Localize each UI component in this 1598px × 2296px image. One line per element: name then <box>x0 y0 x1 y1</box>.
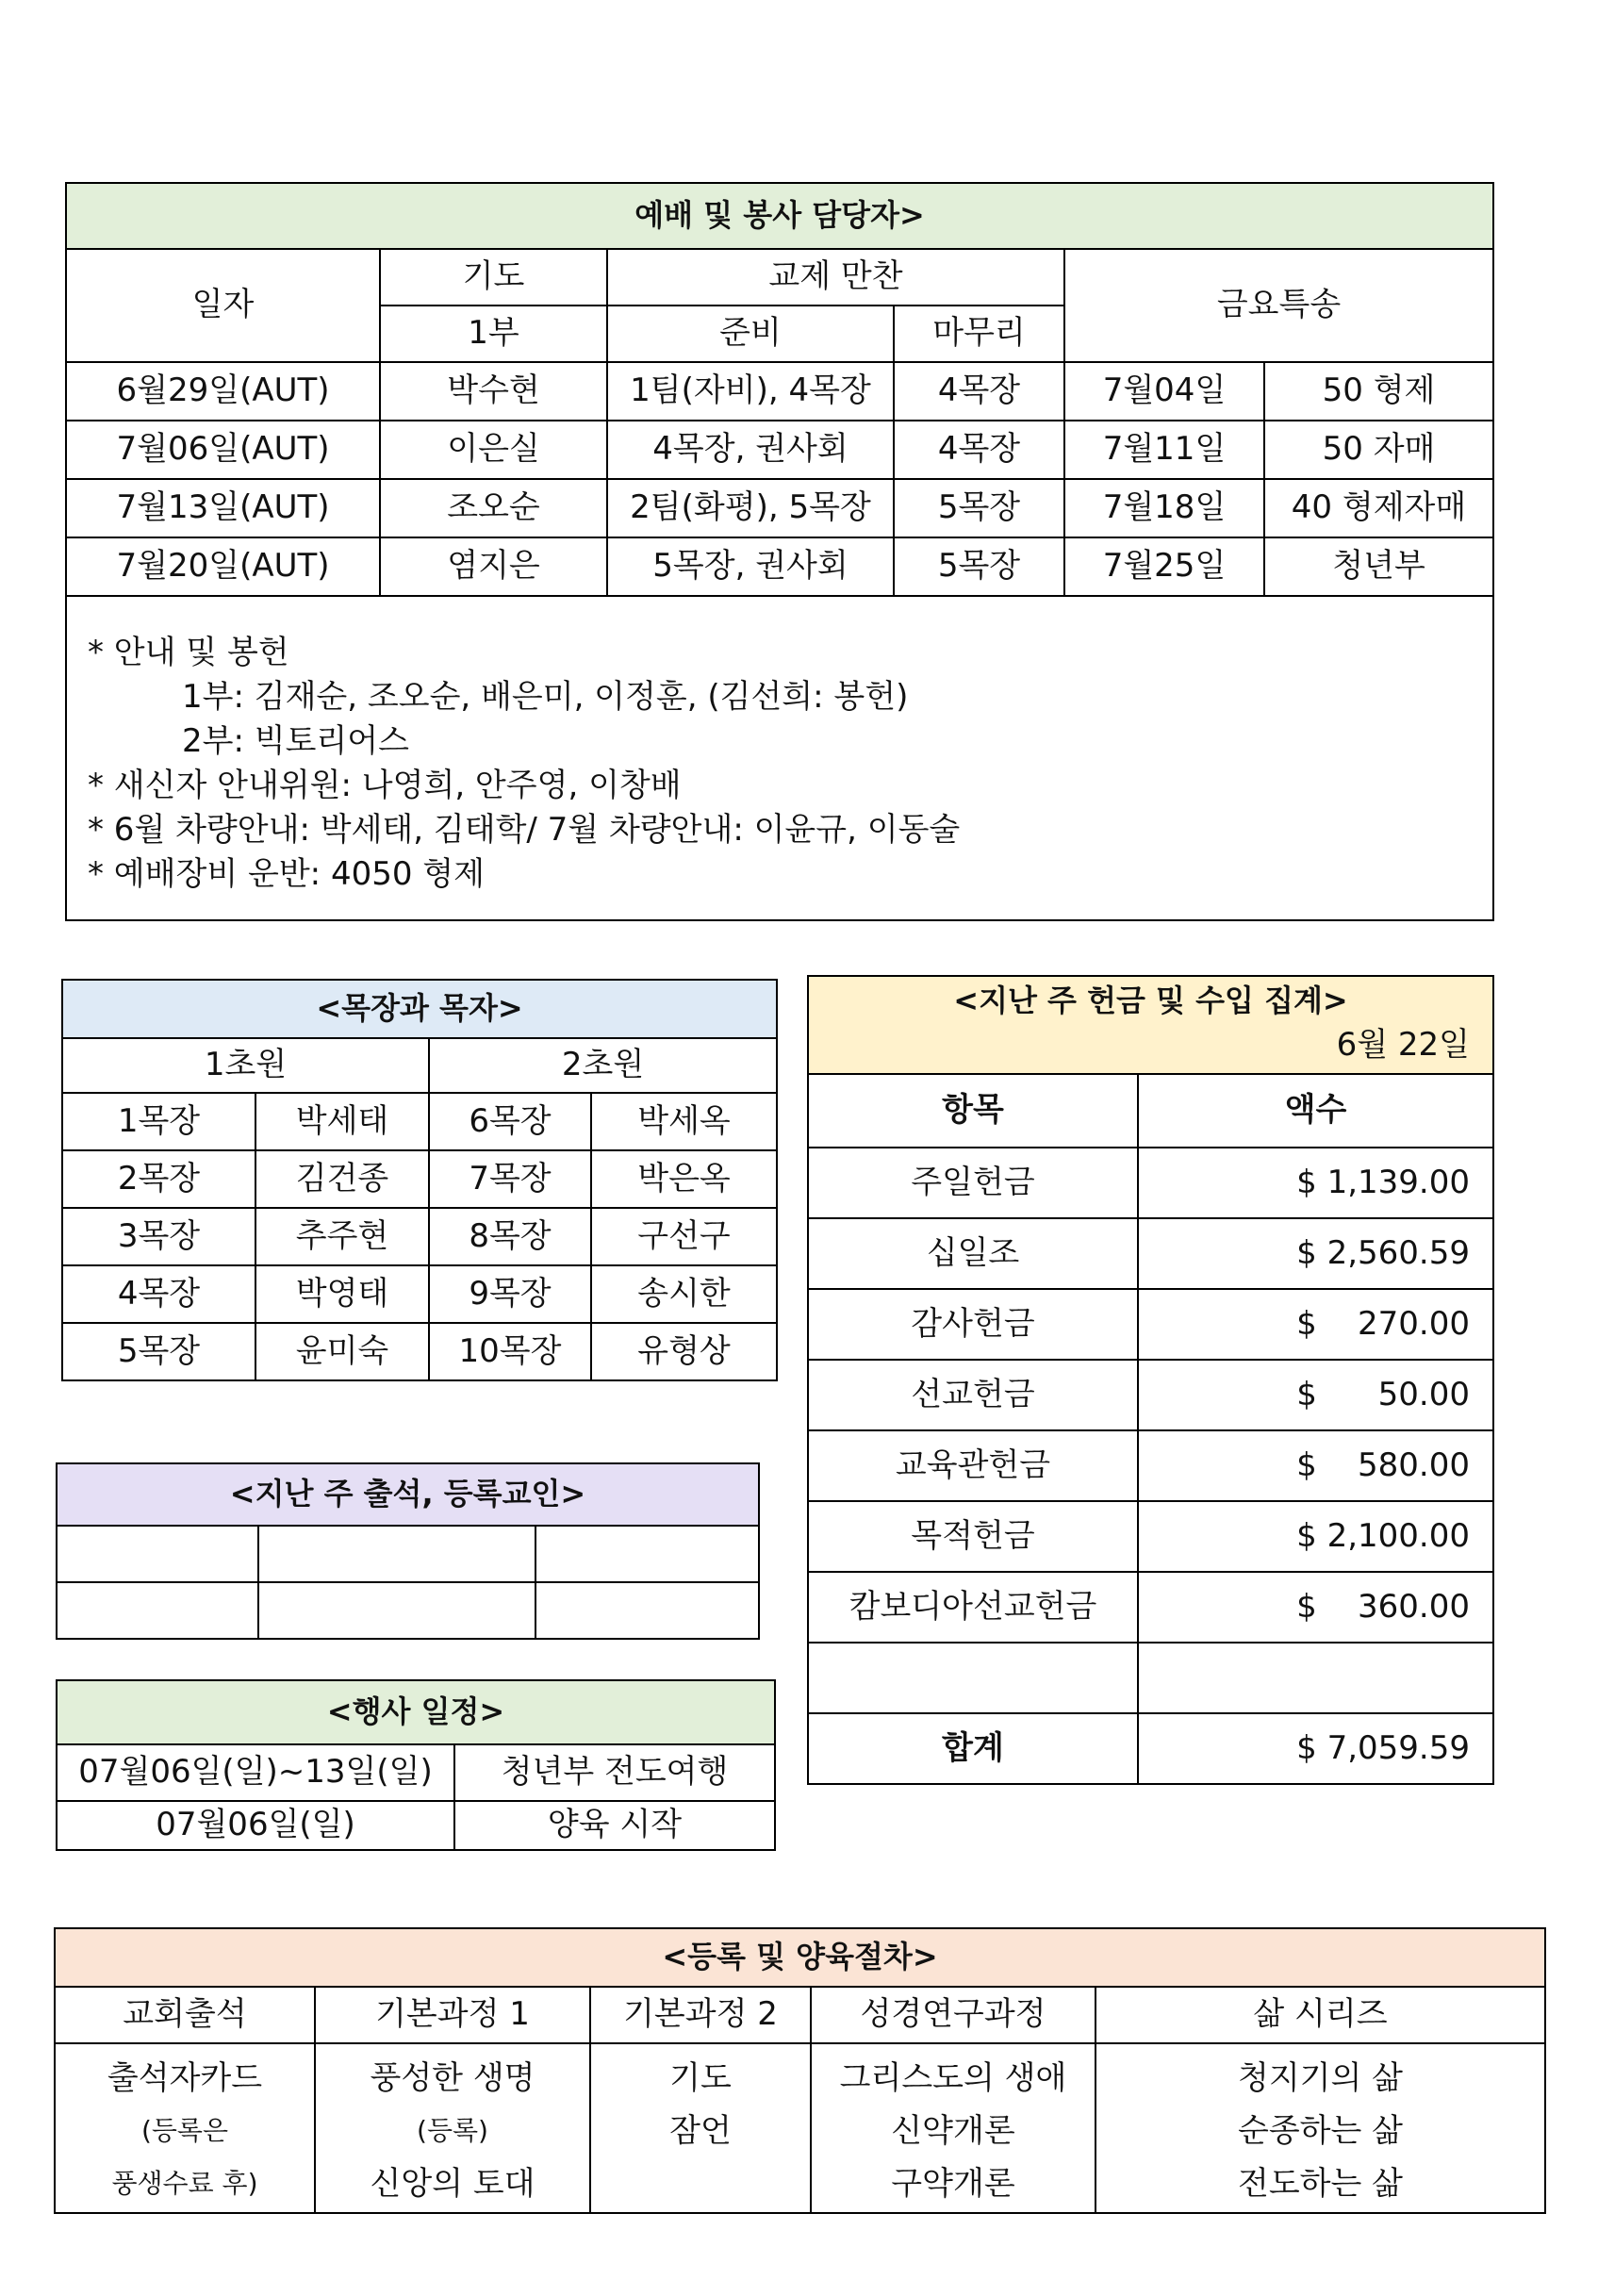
cell-group: 5목장 <box>62 1323 255 1380</box>
worship-table <box>65 182 1494 921</box>
offering-amount: $ 50.00 <box>1138 1360 1493 1430</box>
table-row <box>57 1801 775 1850</box>
list-item: 신앙의 토대 <box>370 2165 535 2203</box>
col-item-header: 항목 <box>808 1074 1138 1148</box>
row-friday-who: 40 형제자매 <box>1264 479 1493 537</box>
table-row <box>62 1150 777 1208</box>
header-prayer: 기도 <box>380 249 607 306</box>
cell-life <box>1096 2043 1545 2213</box>
list-item: 잠언 <box>669 2112 732 2150</box>
table-row <box>808 1148 1493 1218</box>
list-item: 풍성한 생명 <box>370 2059 535 2097</box>
event-date: 07월06일(일) <box>57 1801 454 1850</box>
attendance-table <box>56 1462 760 1640</box>
offering-table <box>807 975 1494 1785</box>
table-row <box>62 1265 777 1323</box>
offering-item: 목적헌금 <box>808 1501 1138 1572</box>
cell-group: 9목장 <box>429 1265 591 1323</box>
note-line: 1부: 김재순, 조오순, 배은미, 이정훈, (김선희: 봉헌) <box>182 678 909 716</box>
table-row <box>57 1526 759 1582</box>
offering-amount: $ 2,100.00 <box>1138 1501 1493 1572</box>
registration-title: <등록 및 양육절차> <box>55 1928 1545 1987</box>
group1-label: 1초원 <box>62 1038 429 1093</box>
attendance-title: <지난 주 출석, 등록교인> <box>57 1463 759 1526</box>
list-item: 풍생수료 후) <box>111 2168 258 2199</box>
table-row <box>66 421 1493 479</box>
offering-item: 감사헌금 <box>808 1289 1138 1360</box>
row-prepare: 5목장, 권사회 <box>607 537 894 596</box>
table-row <box>57 1582 759 1639</box>
table-row <box>808 1713 1493 1784</box>
header-basic1: 기본과정 1 <box>315 1987 590 2043</box>
row-prayer: 염지은 <box>380 537 607 596</box>
offering-amount: $ 270.00 <box>1138 1289 1493 1360</box>
empty-cell <box>258 1526 535 1582</box>
offering-item: 십일조 <box>808 1218 1138 1289</box>
group2-label: 2초원 <box>429 1038 777 1093</box>
cell-leader: 김건종 <box>255 1150 429 1208</box>
list-item: (등록) <box>417 2115 488 2146</box>
leaders-title: <목장과 목자> <box>62 980 777 1038</box>
offering-amount: $ 580.00 <box>1138 1430 1493 1501</box>
row-friday-who: 청년부 <box>1264 537 1493 596</box>
leaders-table <box>61 979 778 1381</box>
offering-amount: $ 1,139.00 <box>1138 1148 1493 1218</box>
offering-amount: $ 360.00 <box>1138 1572 1493 1643</box>
empty-cell <box>57 1526 258 1582</box>
offering-amount: $ 2,560.59 <box>1138 1218 1493 1289</box>
table-row <box>808 1360 1493 1430</box>
cell-leader: 박영태 <box>255 1265 429 1323</box>
list-item: 신약개론 <box>891 2112 1015 2150</box>
row-finish: 5목장 <box>894 479 1064 537</box>
row-date: 6월29일(AUT) <box>66 362 380 421</box>
table-row <box>66 362 1493 421</box>
row-prayer: 이은실 <box>380 421 607 479</box>
event-name: 청년부 전도여행 <box>454 1744 775 1801</box>
table-row <box>66 479 1493 537</box>
cell-bible <box>811 2043 1096 2213</box>
list-item: 전도하는 삶 <box>1237 2165 1404 2203</box>
cell-group: 10목장 <box>429 1323 591 1380</box>
note-line: * 6월 차량안내: 박세태, 김태학/ 7월 차량안내: 이윤규, 이동술 <box>88 811 961 849</box>
cell-group: 2목장 <box>62 1150 255 1208</box>
offering-title: <지난 주 헌금 및 수입 집계> <box>953 983 1348 1018</box>
list-item: 출석자카드 <box>107 2059 263 2097</box>
row-friday-who: 50 자매 <box>1264 421 1493 479</box>
row-prepare: 2팀(화평), 5목장 <box>607 479 894 537</box>
worship-notes <box>66 596 1493 920</box>
table-row <box>808 1218 1493 1289</box>
list-item: (등록은 <box>140 2115 229 2146</box>
header-date: 일자 <box>66 249 380 362</box>
table-row <box>808 1289 1493 1360</box>
empty-cell <box>808 1643 1138 1713</box>
cell-leader: 송시한 <box>591 1265 777 1323</box>
list-item: 그리스도의 생애 <box>839 2059 1067 2097</box>
row-date: 7월13일(AUT) <box>66 479 380 537</box>
list-item: 기도 <box>669 2059 732 2097</box>
event-name: 양육 시작 <box>454 1801 775 1850</box>
cell-group: 7목장 <box>429 1150 591 1208</box>
row-date: 7월20일(AUT) <box>66 537 380 596</box>
cell-leader: 박세옥 <box>591 1093 777 1150</box>
events-table <box>56 1679 776 1851</box>
header-bible: 성경연구과정 <box>811 1987 1096 2043</box>
cell-group: 6목장 <box>429 1093 591 1150</box>
row-finish: 4목장 <box>894 421 1064 479</box>
row-friday-date: 7월25일 <box>1064 537 1264 596</box>
total-amount: $ 7,059.59 <box>1138 1713 1493 1784</box>
cell-group: 4목장 <box>62 1265 255 1323</box>
header-life: 삶 시리즈 <box>1096 1987 1545 2043</box>
row-prepare: 1팀(자비), 4목장 <box>607 362 894 421</box>
cell-attendance <box>55 2043 315 2213</box>
cell-group: 1목장 <box>62 1093 255 1150</box>
table-row <box>66 537 1493 596</box>
cell-leader: 구선구 <box>591 1208 777 1265</box>
header-attendance: 교회출석 <box>55 1987 315 2043</box>
total-label: 합계 <box>808 1713 1138 1784</box>
offering-date: 6월 22일 <box>1336 1026 1470 1064</box>
col-amount-header: 액수 <box>1138 1074 1493 1148</box>
empty-cell <box>258 1582 535 1639</box>
worship-title: 예배 및 봉사 담당자> <box>66 183 1493 249</box>
table-row <box>62 1208 777 1265</box>
row-friday-date: 7월11일 <box>1064 421 1264 479</box>
table-row <box>808 1501 1493 1572</box>
header-prepare: 준비 <box>607 306 894 362</box>
note-line: * 새신자 안내위원: 나영희, 안주영, 이창배 <box>88 767 682 804</box>
note-line: * 예배장비 운반: 4050 형제 <box>88 855 485 893</box>
table-row <box>57 1744 775 1801</box>
row-friday-date: 7월18일 <box>1064 479 1264 537</box>
table-row <box>808 1643 1493 1713</box>
list-item: 구약개론 <box>891 2165 1015 2203</box>
row-friday-who: 50 형제 <box>1264 362 1493 421</box>
table-row <box>62 1323 777 1380</box>
list-item: 순종하는 삶 <box>1237 2112 1404 2150</box>
cell-leader: 박은옥 <box>591 1150 777 1208</box>
empty-cell <box>57 1582 258 1639</box>
event-date: 07월06일(일)~13일(일) <box>57 1744 454 1801</box>
offering-item: 캄보디아선교헌금 <box>808 1572 1138 1643</box>
row-finish: 4목장 <box>894 362 1064 421</box>
row-prepare: 4목장, 권사회 <box>607 421 894 479</box>
cell-basic2 <box>590 2043 811 2213</box>
empty-cell <box>1138 1643 1493 1713</box>
cell-group: 8목장 <box>429 1208 591 1265</box>
cell-leader: 유형상 <box>591 1323 777 1380</box>
empty-cell <box>535 1526 759 1582</box>
note-line: * 안내 및 봉헌 <box>88 634 289 671</box>
cell-basic1 <box>315 2043 590 2213</box>
header-basic2: 기본과정 2 <box>590 1987 811 2043</box>
header-fellowship: 교제 만찬 <box>607 249 1064 306</box>
row-prayer: 조오순 <box>380 479 607 537</box>
row-date: 7월06일(AUT) <box>66 421 380 479</box>
header-friday: 금요특송 <box>1064 249 1493 362</box>
table-row <box>62 1093 777 1150</box>
table-row <box>808 1572 1493 1643</box>
list-item: 청지기의 삶 <box>1237 2059 1404 2097</box>
header-finish: 마무리 <box>894 306 1064 362</box>
row-prayer: 박수현 <box>380 362 607 421</box>
offering-item: 주일헌금 <box>808 1148 1138 1218</box>
events-title: <행사 일정> <box>57 1680 775 1744</box>
cell-leader: 윤미숙 <box>255 1323 429 1380</box>
table-row <box>808 1430 1493 1501</box>
row-finish: 5목장 <box>894 537 1064 596</box>
registration-table <box>54 1927 1546 2214</box>
note-line: 2부: 빅토리어스 <box>182 722 409 760</box>
row-friday-date: 7월04일 <box>1064 362 1264 421</box>
offering-item: 교육관헌금 <box>808 1430 1138 1501</box>
cell-group: 3목장 <box>62 1208 255 1265</box>
cell-leader: 추주현 <box>255 1208 429 1265</box>
empty-cell <box>535 1582 759 1639</box>
offering-header <box>808 976 1493 1074</box>
header-prayer-sub: 1부 <box>380 306 607 362</box>
cell-leader: 박세태 <box>255 1093 429 1150</box>
offering-item: 선교헌금 <box>808 1360 1138 1430</box>
